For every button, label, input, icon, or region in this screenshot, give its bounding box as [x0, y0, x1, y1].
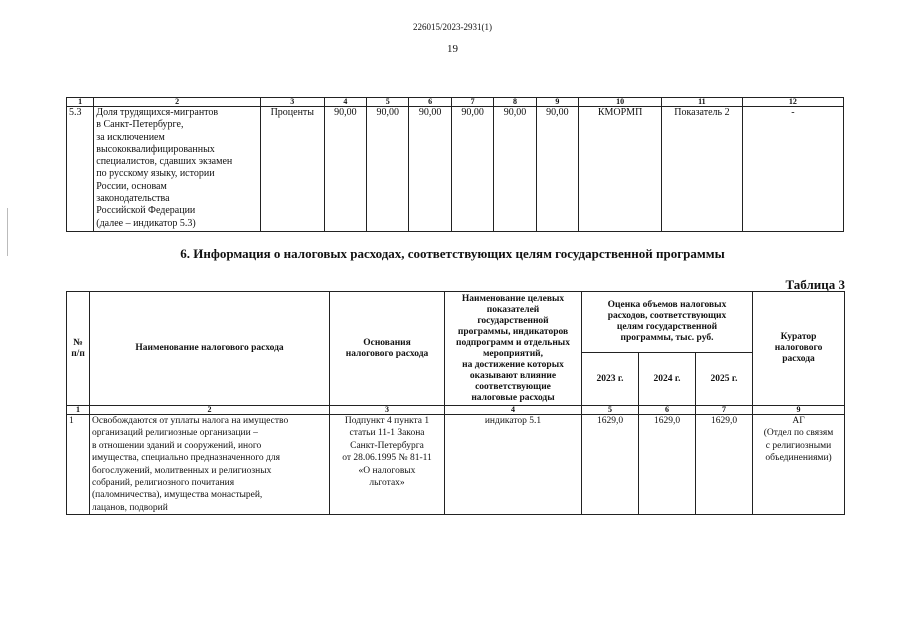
section-title: 6. Информация о налоговых расходах, соответствующих целям государственной программы [180, 246, 725, 261]
col-number: 7 [696, 406, 753, 415]
header-year: 2025 г. [696, 353, 753, 406]
header-text: расхода [782, 354, 815, 364]
value-cell: 90,00 [536, 107, 578, 232]
col-number: 4 [324, 98, 366, 107]
header-estimate [582, 292, 753, 353]
header-text: показателей [486, 304, 540, 315]
col-number: 9 [753, 406, 845, 415]
col-number: 4 [445, 406, 582, 415]
row-number: 5.3 [67, 107, 94, 232]
text-line: от 28.06.1995 № 81-11 [342, 453, 432, 464]
text-line: АГ [792, 416, 805, 426]
value-cell: 1629,0 [582, 415, 639, 515]
header-text: п/п [71, 348, 85, 359]
col-number: 6 [409, 98, 451, 107]
executor-cell: КМОРМП [579, 107, 662, 232]
row-number: 1 [67, 415, 90, 515]
text-line: «О налоговых [358, 465, 416, 476]
col-number: 7 [451, 98, 493, 107]
value-cell: 1629,0 [639, 415, 696, 515]
col-number: 9 [536, 98, 578, 107]
value-cell: 1629,0 [696, 415, 753, 515]
value-cell: 90,00 [367, 107, 409, 232]
text-line: (далее – индикатор 5.3) [96, 217, 196, 229]
col-number: 11 [661, 98, 742, 107]
header-text: Основания [363, 337, 411, 348]
text-line: по русскому языку, истории [96, 168, 215, 180]
header-year: 2023 г. [582, 353, 639, 406]
basis-cell [330, 415, 445, 515]
col-number: 2 [90, 406, 330, 415]
text-line: Санкт-Петербурга [350, 440, 424, 451]
text-line: за исключением [96, 131, 165, 143]
header-text: Куратор [780, 332, 817, 342]
header-targets [445, 292, 582, 406]
col-number: 6 [639, 406, 696, 415]
text-line: Доля трудящихся-мигрантов [96, 107, 219, 118]
note-cell: - [742, 107, 843, 232]
text-line: в отношении зданий и сооружений, иного [92, 440, 262, 451]
col-number: 1 [67, 406, 90, 415]
header-curator [753, 292, 845, 406]
text-line: статьи 11-1 Закона [349, 428, 425, 439]
tax-expenditure-name [90, 415, 330, 515]
header-text: целям государственной [616, 322, 718, 332]
header-name: Наименование налогового расхода [90, 292, 330, 406]
header-text: программы, тыс. руб. [620, 333, 714, 343]
text-line: Подпункт 4 пункта 1 [344, 416, 430, 426]
text-line: льготах» [369, 478, 405, 489]
header-text: на достижение которых [462, 359, 564, 370]
text-line: специалистов, сдавших экзамен [96, 156, 233, 168]
text-line: собраний, религиозного почитания [92, 478, 235, 489]
text-line: лацанов, подворий [92, 502, 168, 513]
text-line: России, основам [96, 180, 167, 192]
header-text: Оценка объемов налоговых [607, 300, 727, 310]
text-line: Освобождаются от уплаты налога на имущество [92, 416, 289, 426]
value-cell: 90,00 [451, 107, 493, 232]
header-row [67, 292, 845, 353]
document-id: 226015/2023-2931(1) [413, 22, 492, 32]
indicators-table [66, 97, 844, 232]
header-text: № [73, 337, 83, 348]
col-number: 1 [67, 98, 94, 107]
text-line: законодательства [96, 193, 170, 205]
text-line: с религиозными [765, 440, 832, 451]
header-num [67, 292, 90, 406]
target-cell: индикатор 5.1 [445, 415, 582, 515]
header-text: соответствующие [475, 381, 551, 392]
col-number: 5 [582, 406, 639, 415]
text-line: высококвалифицированных [96, 143, 215, 155]
text-line: (паломничества), имущества монастырей, [92, 490, 263, 501]
indicator-name [94, 107, 261, 232]
table-row [67, 415, 845, 515]
header-text: программы, индикаторов [457, 326, 569, 337]
header-text: расходов, соответствующих [607, 311, 727, 321]
col-number: 8 [494, 98, 536, 107]
header-text: оказывают влияние [469, 370, 557, 381]
text-line: имущества, специально предназначенного для [92, 453, 280, 464]
table-label: Таблица 3 [785, 277, 845, 292]
unit-cell: Проценты [260, 107, 324, 232]
col-number: 3 [260, 98, 324, 107]
column-number-row [67, 406, 845, 415]
col-number: 10 [579, 98, 662, 107]
text-line: объединениями) [765, 453, 832, 464]
value-cell: 90,00 [494, 107, 536, 232]
value-cell: 90,00 [409, 107, 451, 232]
header-text: налогового расхода [345, 348, 429, 359]
text-line: Российской Федерации [96, 205, 196, 217]
col-number: 5 [367, 98, 409, 107]
table-row [67, 107, 844, 232]
curator-cell [753, 415, 845, 515]
header-text: налогового [774, 343, 823, 353]
column-number-row [67, 98, 844, 107]
text-line: в Санкт-Петербурге, [96, 119, 184, 131]
header-text: налоговые расходы [471, 392, 555, 403]
text-line: богослужений, молитвенных и религиозных [92, 465, 272, 476]
page-number: 19 [447, 43, 458, 55]
header-text: Наименование целевых [461, 293, 565, 304]
header-text: подпрограмм и отдельных [456, 337, 570, 348]
header-text: государственной [477, 315, 549, 326]
header-basis [330, 292, 445, 406]
indicator-link-cell: Показатель 2 [661, 107, 742, 232]
text-line: (Отдел по связям [763, 428, 834, 439]
text-line: организаций религиозные организации – [92, 428, 258, 439]
header-year: 2024 г. [639, 353, 696, 406]
col-number: 3 [330, 406, 445, 415]
tax-expenditure-table [66, 291, 845, 515]
col-number: 12 [742, 98, 843, 107]
value-cell: 90,00 [324, 107, 366, 232]
header-text: мероприятий, [482, 348, 544, 359]
col-number: 2 [94, 98, 261, 107]
